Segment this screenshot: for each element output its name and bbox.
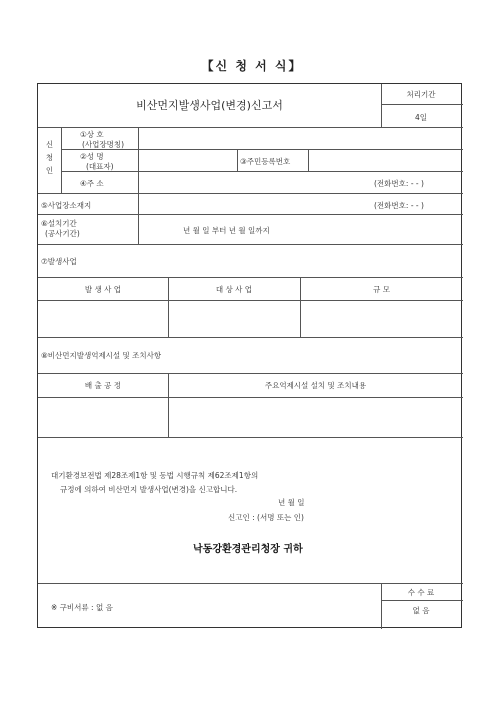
business-section-label: ⑦발생사업 bbox=[41, 257, 77, 266]
declaration-line-1: 대기환경보전법 제28조제1항 및 동법 시행규칙 제62조제1항의 bbox=[51, 471, 259, 480]
processing-period-label: 처리기간 bbox=[406, 90, 436, 99]
applicant-phone-label: (전화번호: - - ) bbox=[374, 179, 424, 188]
declaration-date: 년 월 일 bbox=[278, 498, 305, 507]
fee-label: 수 수 료 bbox=[407, 588, 435, 597]
processing-period-value: 4일 bbox=[414, 113, 428, 122]
declaration-signer: 신고인 : (서명 또는 인) bbox=[228, 513, 304, 522]
application-form bbox=[37, 83, 462, 628]
trade-name-sublabel: (사업장명칭) bbox=[82, 140, 125, 149]
applicant-side-label-3: 인 bbox=[45, 166, 54, 175]
trade-name-label: ①상 호 bbox=[80, 130, 104, 139]
fee-value: 없 음 bbox=[412, 606, 430, 615]
installation-period-label: ⑥설치기간 bbox=[41, 219, 77, 228]
form-heading: 【신 청 서 식】 bbox=[201, 59, 303, 73]
business-col-scale: 규 모 bbox=[373, 285, 390, 294]
resident-number-label: ③주민등록번호 bbox=[240, 157, 291, 166]
applicant-side-label-2: 청 bbox=[45, 153, 54, 162]
form-title: 비산먼지발생사업(변경)신고서 bbox=[136, 99, 283, 112]
facility-section-label: ⑧비산먼지발생억제시설 및 조치사항 bbox=[41, 351, 162, 360]
declaration-line-2: 규정에 의하여 비산먼지 발생사업(변경)을 신고합니다. bbox=[60, 485, 238, 494]
facility-col-process: 배 출 공 정 bbox=[84, 381, 122, 390]
representative-name-sublabel: (대표자) bbox=[86, 162, 114, 171]
construction-period-sublabel: (공사기간) bbox=[45, 229, 80, 238]
business-address-label: ⑤사업장소재지 bbox=[41, 201, 92, 210]
installation-period-value: 년 월 일 부터 년 월 일까지 bbox=[183, 226, 270, 235]
representative-name-label: ②성 명 bbox=[80, 152, 104, 161]
business-phone-label: (전화번호: - - ) bbox=[374, 201, 424, 210]
address-label: ④주 소 bbox=[80, 179, 104, 188]
applicant-side-label-1: 신 bbox=[45, 140, 54, 149]
declaration-recipient: 낙동강환경관리청장 귀하 bbox=[193, 544, 303, 555]
business-col-target: 대 상 사 업 bbox=[215, 285, 253, 294]
business-col-generating: 발 생 사 업 bbox=[84, 285, 122, 294]
required-documents: ※ 구비서류 : 없 음 bbox=[51, 603, 113, 612]
facility-col-measures: 주요억제시설 설치 및 조치내용 bbox=[264, 381, 367, 390]
